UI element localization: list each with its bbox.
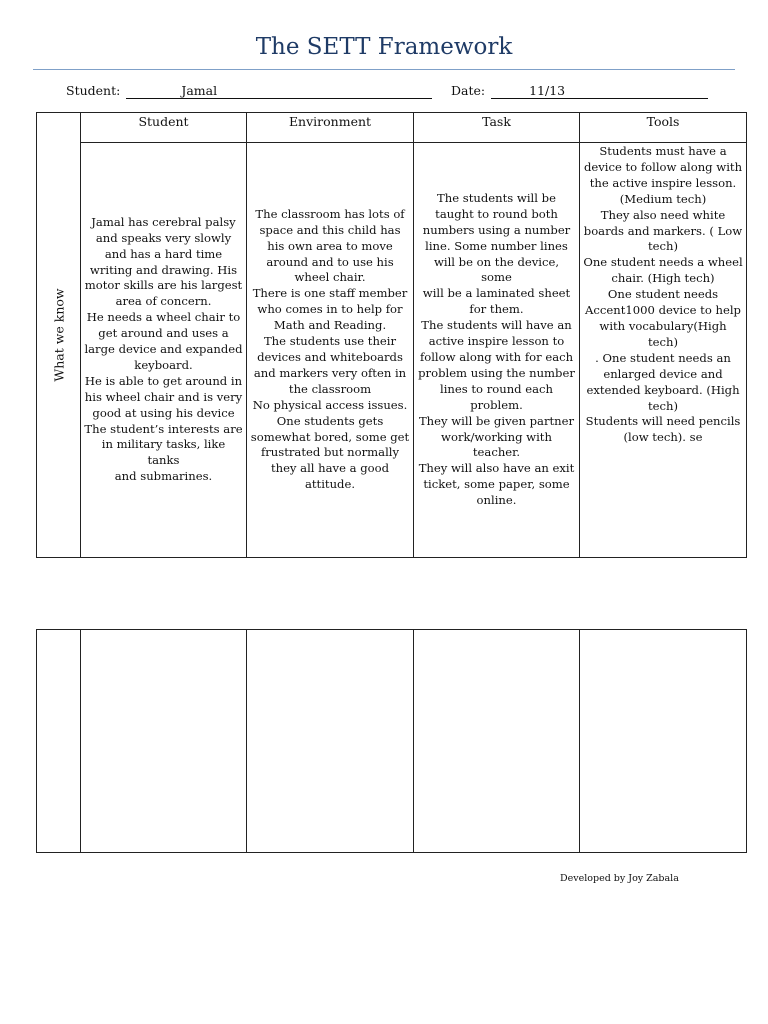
environment-cell: The classroom has lots of space and this child has his own area to move around and to use his wheel chair. There is one staff member who comes in to help for Math and Reading. The students use their devices and whiteboards and markers very often in the classroom No physical access issues. One students gets somewhat bored, some get frustrated but normally they all have a good attitude. xyxy=(247,143,414,558)
blank-cell xyxy=(414,630,580,853)
date-field xyxy=(451,83,708,99)
student-name: Jamal xyxy=(181,83,218,98)
column-header-environment: Environment xyxy=(247,113,414,143)
date-field-label: Date: xyxy=(451,83,486,98)
blank-cell xyxy=(580,630,747,853)
column-header-tools: Tools xyxy=(580,113,747,143)
row-label: What we know xyxy=(51,288,66,382)
blank-cell xyxy=(81,630,247,853)
page-title: The SETT Framework xyxy=(255,34,513,60)
blank-sett-table xyxy=(36,629,747,853)
title-divider xyxy=(33,69,735,70)
task-cell: The students will be taught to round both numbers using a number line. Some number lines will be on the device, some will be a laminated sheet for them. The students will have an active inspire lesson to follow along with for each problem using the number lines to round each problem. They will be given partner work/working with teacher. They will also have an exit ticket, some paper, some online. xyxy=(414,143,580,558)
sett-table xyxy=(36,112,747,558)
student-field-label: Student: xyxy=(66,83,121,98)
row-label-cell xyxy=(37,113,81,558)
column-header-student: Student xyxy=(81,113,247,143)
date-value: 11/13 xyxy=(529,83,566,98)
student-field-value xyxy=(126,83,432,99)
column-header-task: Task xyxy=(414,113,580,143)
blank-cell xyxy=(247,630,414,853)
student-field xyxy=(66,83,432,99)
blank-row xyxy=(37,630,747,853)
tools-cell: Students must have a device to follow along with the active inspire lesson. (Medium tech) They also need white boards and markers. ( Low tech) One student needs a wheel chair. (High tech) One student needs Accent1000 device to help with vocabulary(High tech) . One student needs an enlarged device and extended keyboard. (High tech) Students will need pencils (low tech). se xyxy=(580,143,747,558)
blank-label-cell xyxy=(37,630,81,853)
content-row xyxy=(37,143,747,558)
header-row xyxy=(37,113,747,143)
student-cell: Jamal has cerebral palsy and speaks very slowly and has a hard time writing and drawing. His motor skills are his largest area of concern. He needs a wheel chair to get around and uses a large device and expanded keyboard. He is able to get around in his wheel chair and is very good at using his device The student’s interests are in military tasks, like tanks and submarines. xyxy=(81,143,247,558)
footer-credit: Developed by Joy Zabala xyxy=(560,873,679,884)
date-field-value xyxy=(491,83,708,99)
